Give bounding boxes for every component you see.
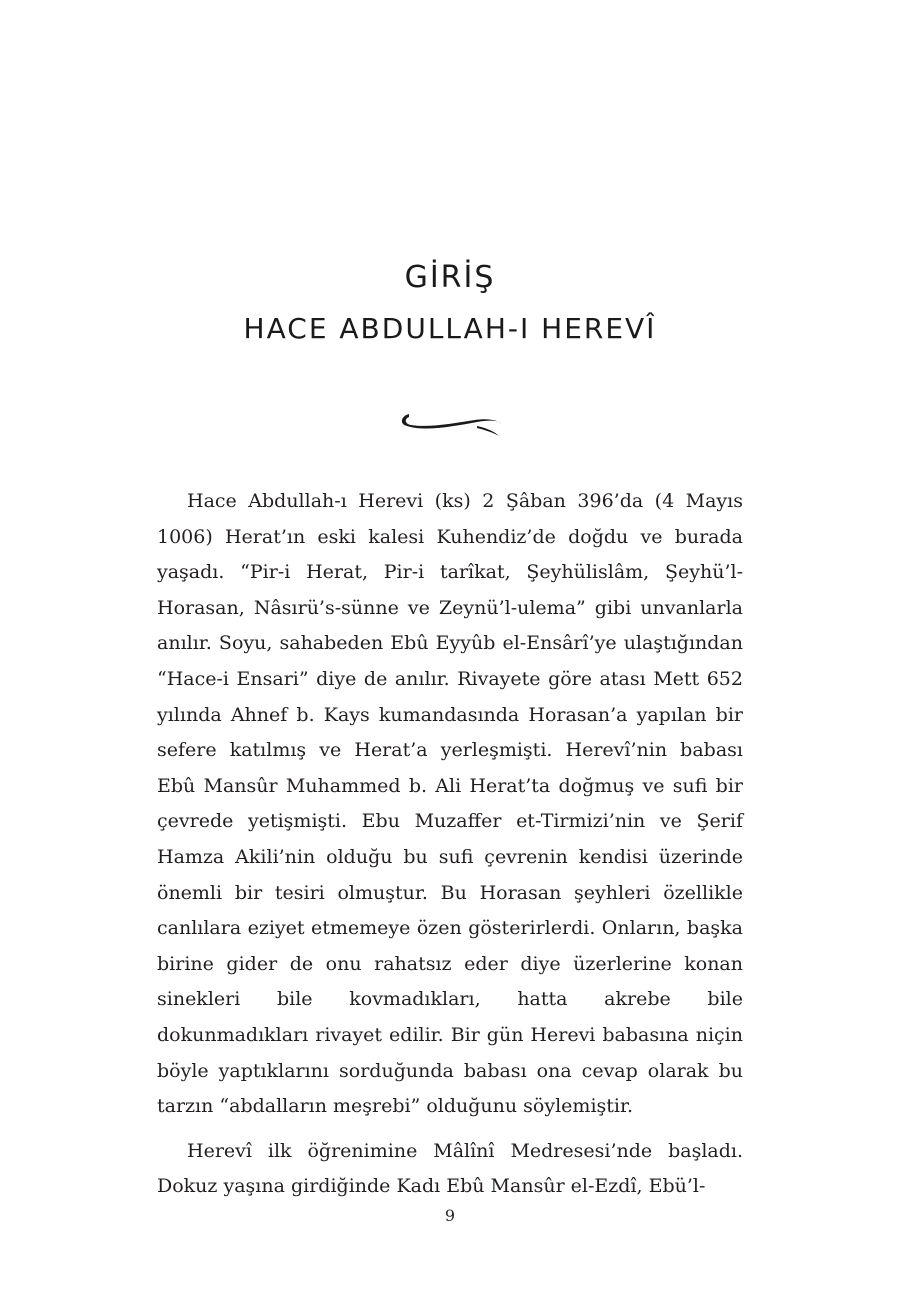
chapter-title: HACE ABDULLAH-I HEREVÎ xyxy=(243,312,657,345)
swash-divider-icon xyxy=(395,408,505,444)
paragraph-1: Hace Abdullah-ı Herevi (ks) 2 Şâban 396’da (4 Mayıs 1006) Herat’ın eski kalesi Kuhendiz’de doğdu ve burada yaşadı. “Pir-i Herat, Pir-i tarîkat, Şeyhülislâm, Şeyhü’l-Horasan, Nâsırü’s-sünne ve Zeynü’l-ulema” gibi unvanlarla anılır. Soyu, sahabeden Ebû Eyyûb el-Ensârî’ye ulaştığından “Hace-i Ensari” diye de anılır. Rivayete göre atası Mett 652 yılında Ahnef b. Kays kumandasında Horasan’a yapılan bir sefere katılmış ve Herat’a yerleşmişti. Herevî’nin babası Ebû Mansûr Muhammed b. Ali Herat’ta doğmuş ve sufi bir çevrede yetişmişti. Ebu Muzaffer et-Tirmizi’nin ve Şerif Hamza Akili’nin olduğu bu sufi çevrenin kendisi üzerinde önemli bir tesiri olmuştur. Bu Horasan şeyhleri özellikle canlılara eziyet etmemeye özen gösterirlerdi. Onların, başka birine gider de onu rahatsız eder diye üzerlerine konan sinekleri bile kovmadıkları, hatta akrebe bile dokunmadıkları rivayet edilir. Bir gün Herevi babasına niçin böyle yaptıklarını sorduğunda babası ona cevap olarak bu tarzın “abdalların meşrebi” olduğunu söylemiştir. xyxy=(157,490,743,1118)
paragraph-2: Herevî ilk öğrenimine Mâlînî Medresesi’nde başladı. Dokuz yaşına girdiğinde Kadı Ebû Mansûr el-Ezdî, Ebü’l- xyxy=(157,1139,743,1198)
page-number: 9 xyxy=(444,1206,456,1225)
chapter-label: GİRİŞ xyxy=(404,260,496,295)
body-text xyxy=(157,484,743,1205)
chapter-heading xyxy=(0,256,900,352)
